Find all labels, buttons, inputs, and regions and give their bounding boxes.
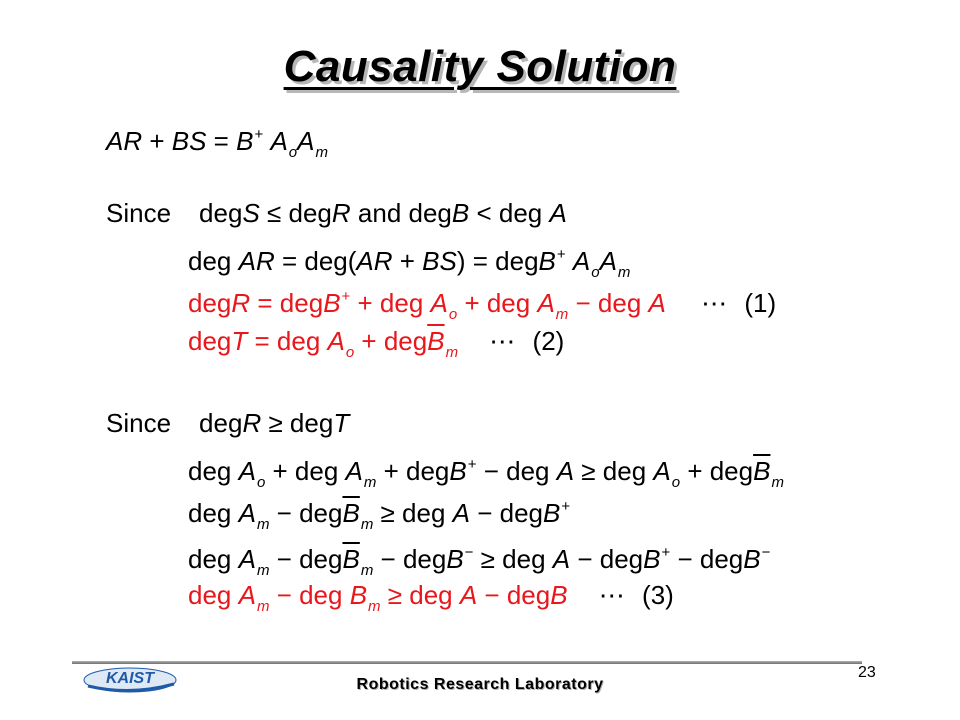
since-label-1: Since [106,198,172,228]
equation-deg-r: degR = degB+ + deg $A_o$ + deg $A_m$ − deg A ⋯ (1) [188,288,777,323]
ellipsis-1: ⋯ [701,288,728,318]
since-label-2: Since [106,408,172,438]
condition-line-1: Since degS ≤ degR and degB < deg A [106,198,567,228]
equation-number-3: (3) [642,580,674,610]
inequality-4: deg $A_m$ − deg $B_m$ ≥ deg A − degB ⋯ (3) [188,580,674,615]
logo-text: KAIST [106,670,154,687]
equation-deg-t: degT = deg $A_o + deg\overline{B}_m$ ⋯ (2) [188,326,565,361]
inequality-1: deg $A_o$ + deg $A_m$ + degB+ − deg A ≥ deg $A_o + deg\overline{B}_m$ [188,456,784,491]
equation-deg-ar: deg AR = deg(AR + BS) = degB+ $A_oA_m$ [188,246,631,281]
equation-number-1: (1) [744,288,777,318]
inequality-2: deg $A_m - deg\overline{B}_m$ ≥ deg A − degB+ [188,498,571,533]
slide-title: Causality Solution [283,42,677,91]
page-number: 23 [858,664,876,681]
ellipsis-2: ⋯ [489,326,516,356]
ellipsis-3: ⋯ [598,580,625,610]
equation-number-2: (2) [532,326,565,356]
condition-line-2: Since degR ≥ degT [106,408,350,438]
footer-lab-name: Robotics Research Laboratory [356,676,604,693]
footer-divider [72,661,862,664]
equation-diophantine: AR + BS = B+ $A_oA_m$ [106,126,328,161]
inequality-3: deg $A_m - deg\overline{B}_m$ − degB− ≥ deg A − degB+ − degB− [188,544,771,579]
